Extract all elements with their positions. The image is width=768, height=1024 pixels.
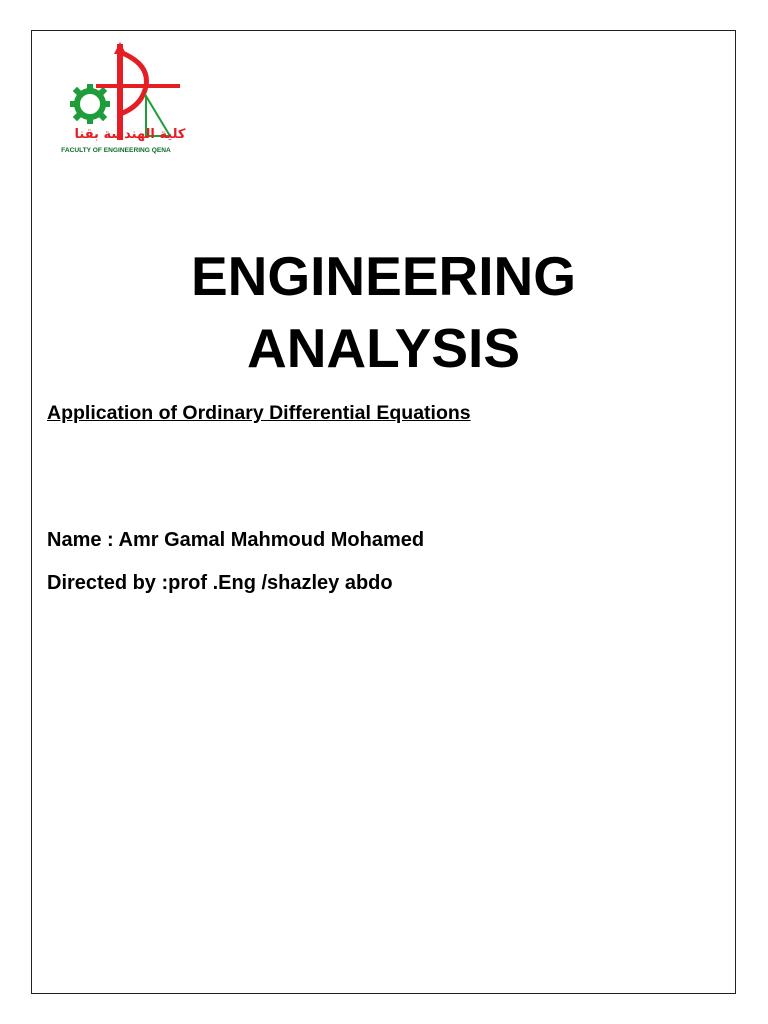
faculty-logo xyxy=(42,40,192,160)
title-line-2: ANALYSIS xyxy=(246,317,521,379)
title-line-1: ENGINEERING xyxy=(190,245,577,307)
gear-icon xyxy=(70,84,110,124)
faculty-logo-graphic xyxy=(42,40,192,160)
author-name: Name : Amr Gamal Mahmoud Mohamed xyxy=(47,529,425,551)
supervisor-line: Directed by :prof .Eng /shazley abdo xyxy=(47,572,393,594)
document-title xyxy=(31,240,736,384)
document-subtitle: Application of Ordinary Differential Equations xyxy=(47,402,471,424)
logo-arabic-text: كلية الهندسة بقنا xyxy=(74,127,186,142)
compass-icon xyxy=(96,42,180,140)
logo-caption: FACULTY OF ENGINEERING QENA xyxy=(61,147,171,154)
page-border-frame xyxy=(31,30,736,994)
